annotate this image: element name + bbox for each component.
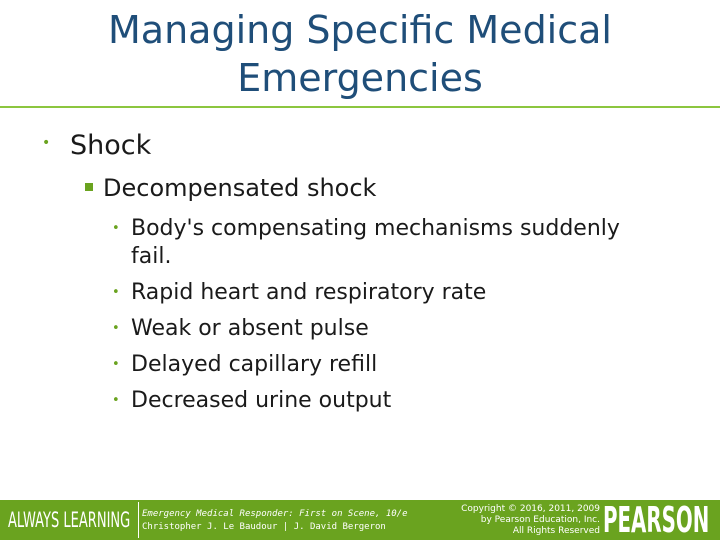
bullet-level3-text: Weak or absent pulse <box>131 316 369 341</box>
bullet-level3-text: Body's compensating mechanisms suddenly fail. <box>131 216 620 269</box>
bullet-level3-item <box>110 387 630 415</box>
bullet-level3-text: Decreased urine output <box>131 388 392 413</box>
book-title: Emergency Medical Responder: First on Scene, 10/e <box>142 509 408 519</box>
bullet-dot-icon: • <box>112 321 120 336</box>
title-divider <box>0 106 720 108</box>
slide-title-line1: Managing Specific Medical <box>108 8 612 52</box>
footer-divider <box>138 502 139 538</box>
slide-title-line2: Emergencies <box>237 56 483 100</box>
bullet-dot-icon: • <box>112 357 120 372</box>
bullet-dot-icon: • <box>42 135 51 151</box>
bullet-level3-item <box>110 279 630 307</box>
bullet-level1: Shock <box>70 130 152 161</box>
copyright-notice <box>440 504 600 537</box>
always-learning-logo: ALWAYS LEARNING <box>8 508 131 532</box>
bullet-level3-list <box>110 215 630 423</box>
bullet-dot-icon: • <box>112 221 120 236</box>
pearson-logo: PEARSON <box>603 500 710 540</box>
bullet-level3-text: Delayed capillary refill <box>131 352 378 377</box>
footer-bar <box>0 500 720 540</box>
bullet-level3-text: Rapid heart and respiratory rate <box>131 280 487 305</box>
bullet-level2: Decompensated shock <box>103 174 377 202</box>
footer-book-info <box>142 508 442 534</box>
copyright-line1: Copyright © 2016, 2011, 2009 <box>461 504 600 514</box>
copyright-line2: by Pearson Education, Inc. <box>480 515 600 525</box>
book-authors: Christopher J. Le Baudour | J. David Bergeron <box>142 522 386 532</box>
bullet-level3-item <box>110 215 630 271</box>
bullet-dot-icon: • <box>112 285 120 300</box>
bullet-dot-icon: • <box>112 393 120 408</box>
bullet-level3-item <box>110 351 630 379</box>
bullet-square-icon <box>85 183 93 191</box>
bullet-level3-item <box>110 315 630 343</box>
slide-title <box>0 6 720 102</box>
copyright-line3: All Rights Reserved <box>512 526 600 536</box>
